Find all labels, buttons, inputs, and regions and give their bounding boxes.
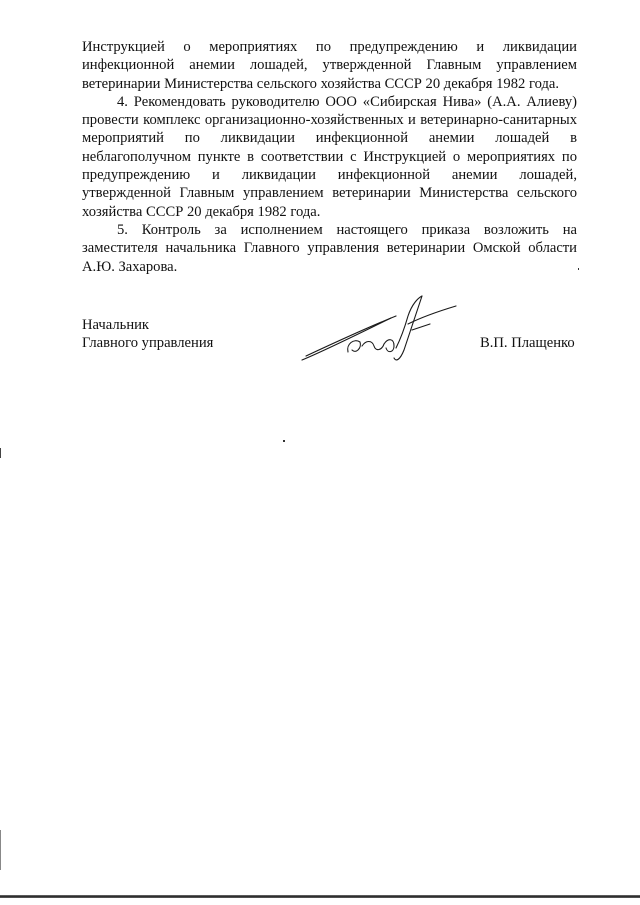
signatory-position-line2: Главного управления: [82, 335, 214, 352]
signatory-name: В.П. Плащенко: [480, 335, 575, 351]
signatory-position-line1: Начальник: [82, 317, 150, 333]
handwritten-signature: [296, 290, 466, 370]
paragraph-item-4: 4. Рекомендовать руководителю ООО «Сибирская Нива» (А.А. Алиеву) провести комплекс организационно-хозяйственных и ветеринарно-санитарных мероприятий по ликвидации инфекционной анемии лошадей в неблагополучном пункте в соответствии с Инструкцией о мероприятиях по предупреждению и ликвидации инфекционной анемии лошадей, утвержденной Главным управлением ветеринарии Министерства сельского хозяйства СССР 20 декабря 1982 года.: [82, 93, 577, 220]
scan-edge-mark: [0, 830, 1, 870]
document-body: [82, 38, 577, 276]
scan-edge-mark: [0, 448, 1, 458]
signatory-position: [82, 316, 213, 353]
scan-speck: [283, 440, 285, 442]
paragraph-instruction-continuation: Инструкцией о мероприятиях по предупреждению и ликвидации инфекционной анемии лошадей, утвержденной Главным управлением ветеринарии Министерства сельского хозяйства СССР 20 декабря 1982 года.: [82, 39, 577, 92]
scan-speck: [578, 268, 579, 270]
paragraph-item-5: 5. Контроль за исполнением настоящего приказа возложить на заместителя начальника Главного управления ветеринарии Омской области А.Ю. Захарова.: [82, 221, 577, 275]
scan-bottom-edge: [0, 895, 640, 898]
